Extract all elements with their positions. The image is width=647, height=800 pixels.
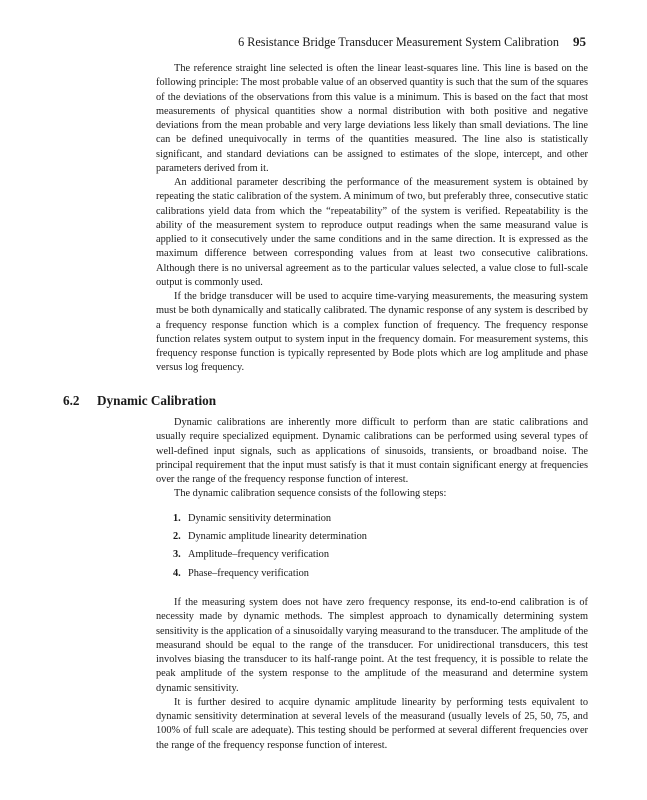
step-number: 1. (173, 512, 181, 524)
calibration-steps-list (156, 510, 588, 584)
paragraph: If the measuring system does not have zero frequency response, its end-to-end calibration is of necessity made by dynamic methods. The simplest approach to dynamically determining system sensitivity is the application of a sinusoidally varying measurand to the transducer. The amplitude of the measurand should be equal to the range of the transducer. For unidirectional transducers, this test involves biasing the transducer to its half-range point. At the test frequency, it is possible to relate the peak amplitude of the system response to the amplitude of the measurand and determine system dynamic sensitivity. (156, 597, 588, 694)
section-title: Dynamic Calibration (97, 393, 217, 408)
section-heading (63, 393, 216, 409)
top-text-block (156, 62, 588, 376)
step-number: 4. (173, 567, 181, 579)
step-text: Amplitude–frequency verification (188, 549, 330, 561)
step-text: Dynamic amplitude linearity determination (188, 530, 367, 542)
paragraph: Dynamic calibrations are inherently more difficult to perform than are static calibrations and usually require specialized equipment. Dynamic calibrations can be performed using several types of well-defined input signals, such as applications of sinusoids, transients, or broadband noise. The principal requirement that the input must satisfy is that it must contain significant energy at frequencies over the range of the frequency response function of interest. (156, 417, 588, 485)
paragraph: The dynamic calibration sequence consists of the following steps: (174, 488, 447, 500)
chapter-title: 6 Resistance Bridge Transducer Measurement System Calibration (238, 35, 559, 49)
section-text-block (156, 416, 588, 753)
page-number: 95 (573, 34, 586, 49)
list-item (156, 546, 588, 564)
list-item (156, 565, 588, 583)
step-text: Dynamic sensitivity determination (188, 512, 332, 524)
paragraph: If the bridge transducer will be used to acquire time-varying measurements, the measuring system must be both dynamically and statically calibrated. The dynamic response of any system is described by a frequency response function which is a complex function of frequency. The frequency response function relates system output to system input in the frequency domain. For measurement systems, this frequency response function is typically represented by Bode plots which are log amplitude and phase versus log frequency. (156, 291, 588, 374)
paragraph: An additional parameter describing the performance of the measurement system is obtained by repeating the static calibration of the system. A minimum of two, but preferably three, consecutive static calibrations yield data from which the “repeatability” of the system is verified. Repeatability is the ability of the measurement system to reproduce output readings when the same measurand value is applied to it consecutively under the same conditions and in the same direction. It is expressed as the maximum difference between corresponding values from at least two consecutive calibrations. Although there is no universal agreement as to the particular values selected, a value close to full-scale output is commonly used. (156, 177, 588, 288)
paragraph: It is further desired to acquire dynamic amplitude linearity by performing tests equivalent to dynamic sensitivity determination at several levels of the measurand (usually levels of 25, 50, 75, and 100% of full scale are adequate). This testing should be performed at several different frequencies over the range of the frequency response function of interest. (156, 696, 588, 751)
list-item (156, 510, 588, 528)
step-text: Phase–frequency verification (188, 567, 309, 579)
running-header (160, 34, 586, 54)
paragraph: The reference straight line selected is often the linear least-squares line. This line is based on the following principle: The most probable value of an observed quantity is such that the sum of the squares of the deviations of the observations from this value is a minimum. This is based on the fact that most measurements of physical quantities show a normal distribution with both positive and negative deviations from the mean probable and very large deviations less likely than small deviations. The line can be defined unequivocally in terms of the quantities measured. The line also is statistically significant, and standard deviations can be assigned to estimates of the slope, intercept, and other parameters derived from it. (156, 63, 588, 174)
step-number: 3. (173, 549, 181, 561)
section-number: 6.2 (63, 393, 80, 408)
step-number: 2. (173, 530, 181, 542)
list-item (156, 528, 588, 546)
